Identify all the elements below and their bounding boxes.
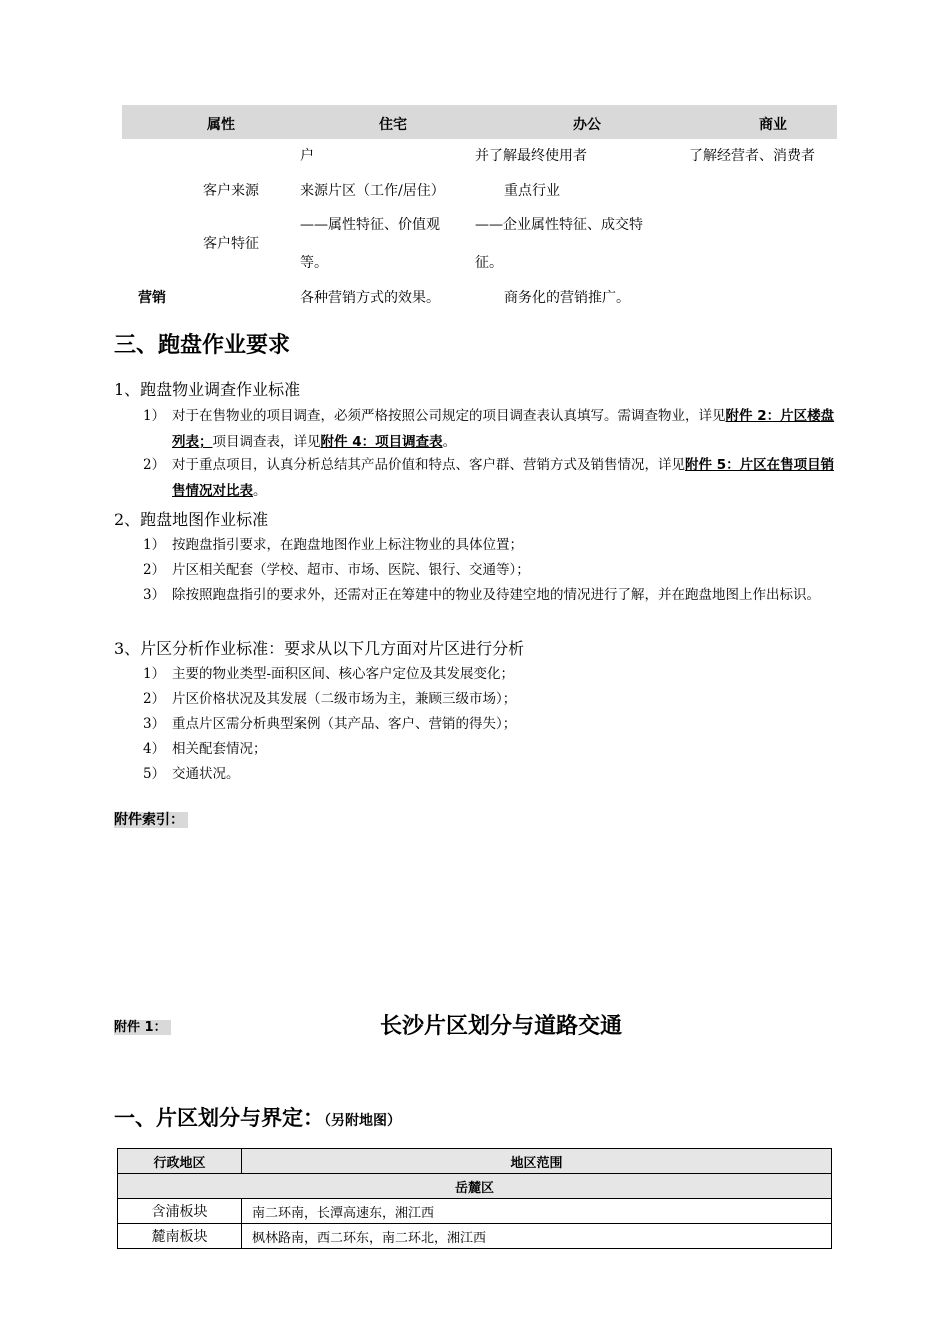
list-item bbox=[143, 661, 843, 687]
list-item bbox=[143, 582, 843, 634]
table1-cell: 户 bbox=[300, 148, 314, 164]
sub1-title: 1、跑盘物业调查作业标准 bbox=[114, 380, 301, 399]
list-item-text: 对于重点项目，认真分析总结其产品价值和特点、客户群、营销方式及销售情况，详见 bbox=[172, 457, 685, 473]
list-item-text: 除按照跑盘指引的要求外，还需对正在筹建中的物业及待建空地的情况进行了解，并在跑盘地图上作出标识。 bbox=[172, 587, 820, 603]
list-item-text: 重点片区需分析典型案例（其产品、客户、营销的得失）； bbox=[172, 716, 517, 732]
list-item-text: 。 bbox=[442, 434, 457, 450]
table1-cell: 商务化的营销推广。 bbox=[504, 290, 630, 306]
zone-range: 枫林路南，西二环东，南二环北，湘江西 bbox=[242, 1224, 832, 1249]
zone-section-note: （另附地图） bbox=[324, 1113, 401, 1129]
list-item-number: 2） bbox=[143, 562, 166, 578]
list-item bbox=[143, 736, 843, 762]
list-item bbox=[143, 403, 843, 455]
list-item-text: 对于在售物业的项目调查，必须严格按照公司规定的项目调查表认真填写。需调查物业，详见 bbox=[172, 408, 726, 424]
zone-name: 含浦板块 bbox=[118, 1199, 242, 1224]
list-item-text: 按跑盘指引要求，在跑盘地图作业上标注物业的具体位置； bbox=[172, 537, 523, 553]
list-item-number: 3） bbox=[143, 716, 166, 732]
list-item-text: 主要的物业类型-面积区间、核心客户定位及其发展变化； bbox=[172, 666, 515, 682]
list-item bbox=[143, 761, 843, 787]
table1-cell: 各种营销方式的效果。 bbox=[300, 290, 440, 306]
list-item-text: 片区价格状况及其发展（二级市场为主，兼顾三级市场）； bbox=[172, 691, 517, 707]
attachment5-link[interactable]: 附件 5：片区在售项目销售情况对比表 bbox=[172, 457, 835, 499]
zone-name: 麓南板块 bbox=[118, 1224, 242, 1249]
list-item-text: 项目调查表，详见 bbox=[212, 434, 321, 450]
zone-table-header-range: 地区范围 bbox=[242, 1149, 832, 1174]
list-item-text: 片区相关配套（学校、超市、市场、医院、银行、交通等）； bbox=[172, 562, 530, 578]
zone-table-group: 岳麓区 bbox=[118, 1174, 832, 1199]
section3-title: 三、跑盘作业要求 bbox=[114, 333, 291, 358]
list-item-number: 1） bbox=[143, 408, 166, 424]
table-row bbox=[118, 1224, 832, 1249]
sub3-title: 3、片区分析作业标准：要求从以下几方面对片区进行分析 bbox=[114, 639, 525, 658]
list-item-number: 1） bbox=[143, 537, 166, 553]
table1-header-commercial: 商业 bbox=[759, 117, 787, 133]
attachment2-link[interactable]: 附件 2：片区楼盘列表； bbox=[172, 408, 835, 450]
list-item bbox=[143, 452, 843, 504]
list-item bbox=[143, 557, 843, 583]
zone-table-header bbox=[118, 1149, 832, 1174]
table1-row-label: 营销 bbox=[138, 290, 166, 306]
list-item-number: 4） bbox=[143, 741, 166, 757]
table-row bbox=[118, 1199, 832, 1224]
list-item bbox=[143, 532, 843, 558]
list-item bbox=[143, 711, 843, 737]
table1-cell: 了解经营者、消费者 bbox=[689, 148, 815, 164]
zone-table-header-region: 行政地区 bbox=[118, 1149, 242, 1174]
list-item-text: 相关配套情况； bbox=[172, 741, 267, 757]
table1-cell: ——企业属性特征、成交特 bbox=[475, 217, 643, 233]
table1-cell: 来源片区（工作/居住） bbox=[300, 183, 445, 199]
list-item-number: 5） bbox=[143, 766, 166, 782]
attachment1-label: 附件 1： bbox=[114, 1020, 171, 1035]
table1-cell: 等。 bbox=[300, 255, 328, 271]
table1-cell: ——属性特征、价值观 bbox=[300, 217, 440, 233]
attachment-index-label: 附件索引： bbox=[114, 812, 188, 828]
zone-section-title: 一、片区划分与界定： bbox=[114, 1106, 324, 1130]
list-item-number: 2） bbox=[143, 691, 166, 707]
table1-cell: 征。 bbox=[475, 255, 503, 271]
table1-header-office: 办公 bbox=[573, 117, 601, 133]
table1-cell: 重点行业 bbox=[504, 183, 560, 199]
list-item-number: 2） bbox=[143, 457, 166, 473]
zone-table bbox=[117, 1148, 832, 1249]
table1-row-label: 客户特征 bbox=[203, 236, 259, 252]
attachment4-link[interactable]: 附件 4：项目调查表 bbox=[320, 434, 443, 450]
attachment1-title: 长沙片区划分与道路交通 bbox=[380, 1014, 623, 1039]
list-item-text: 交通状况。 bbox=[172, 766, 240, 782]
table1-row-label: 客户来源 bbox=[203, 183, 259, 199]
table1-cell: 并了解最终使用者 bbox=[475, 148, 587, 164]
zone-range: 南二环南，长潭高速东，湘江西 bbox=[242, 1199, 832, 1224]
table1-header-row bbox=[122, 105, 837, 139]
list-item bbox=[143, 686, 843, 712]
zone-table-group-row bbox=[118, 1174, 832, 1199]
sub2-title: 2、跑盘地图作业标准 bbox=[114, 510, 269, 529]
list-item-number: 3） bbox=[143, 587, 166, 603]
list-item-text: 。 bbox=[253, 483, 267, 499]
table1-header-residential: 住宅 bbox=[379, 117, 407, 133]
table1-header-attr: 属性 bbox=[207, 117, 235, 133]
list-item-number: 1） bbox=[143, 666, 166, 682]
